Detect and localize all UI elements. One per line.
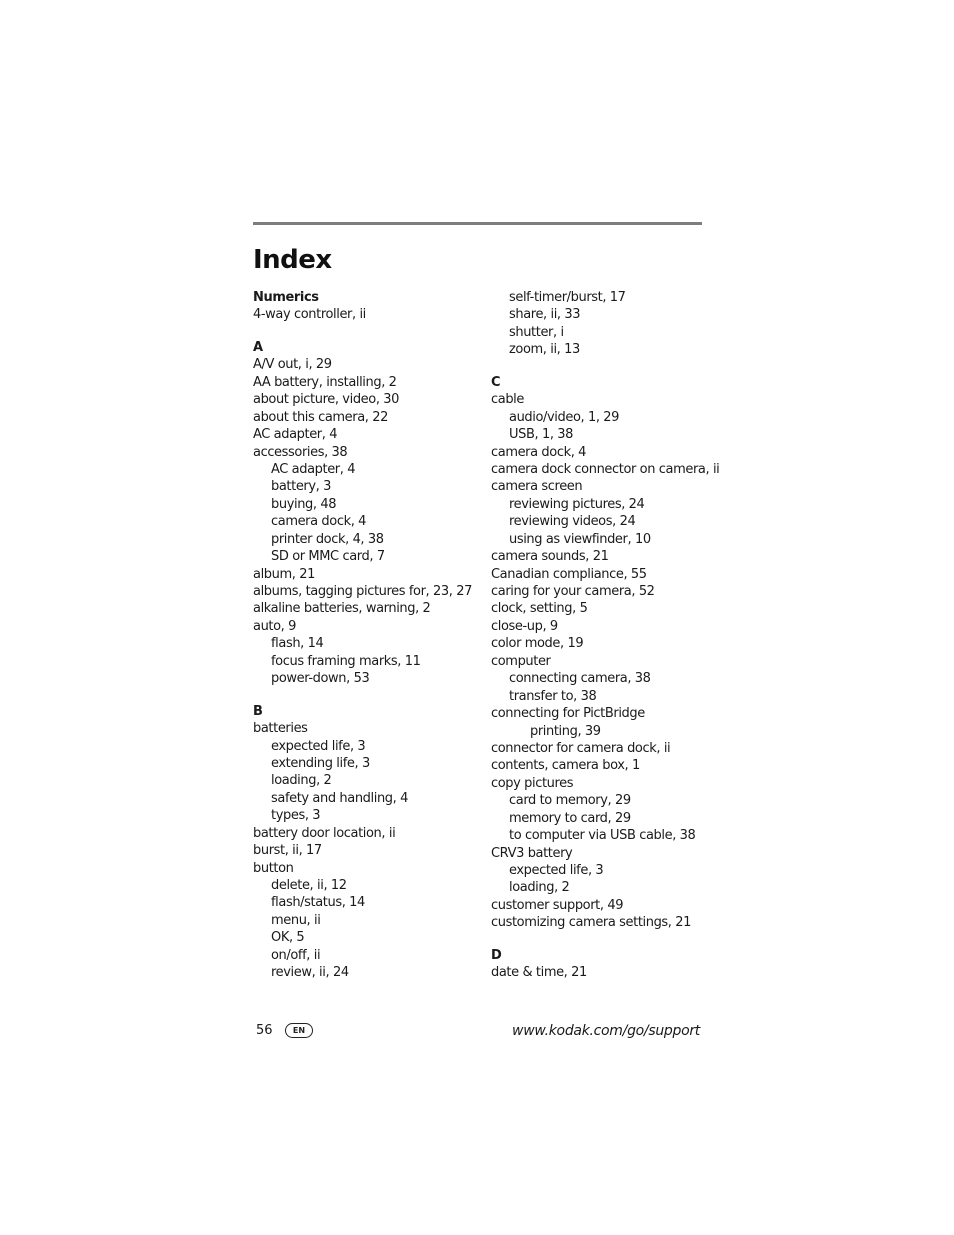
page-number: 56 [256, 1023, 273, 1038]
index-subentry: AC adapter, 4 [271, 461, 356, 477]
index-subentry: delete, ii, 12 [271, 878, 347, 893]
index-subentry: OK, 5 [271, 930, 305, 946]
index-entry: color mode, 19 [491, 636, 584, 652]
index-entry: connector for camera dock, ii [491, 740, 671, 756]
index-entry: AA battery, installing, 2 [253, 374, 397, 390]
index-subentry: extending life, 3 [271, 755, 370, 771]
index-subentry: reviewing pictures, 24 [509, 496, 645, 512]
index-subentry: loading, 2 [271, 773, 332, 789]
index-subentry: shutter, i [509, 324, 564, 340]
index-entry: AC adapter, 4 [253, 427, 338, 443]
index-subentry: flash, 14 [271, 636, 324, 652]
index-subentry: expected life, 3 [509, 863, 604, 878]
index-subentry: to computer via USB cable, 38 [509, 828, 696, 844]
index-entry: accessories, 38 [253, 444, 348, 460]
index-subentry: expected life, 3 [271, 738, 366, 754]
index-entry: battery door location, ii [253, 825, 396, 841]
index-section-heading: C [491, 374, 501, 390]
index-subentry: reviewing videos, 24 [509, 514, 636, 530]
index-entry: 4-way controller, ii [253, 307, 366, 323]
index-subentry: zoom, ii, 13 [509, 342, 580, 358]
index-entry: Canadian compliance, 55 [491, 566, 647, 582]
index-subentry: battery, 3 [271, 479, 331, 495]
index-subentry: safety and handling, 4 [271, 790, 408, 806]
index-entry: button [253, 860, 294, 876]
index-subentry: loading, 2 [509, 880, 570, 896]
index-entry: CRV3 battery [491, 845, 573, 861]
index-subentry: SD or MMC card, 7 [271, 549, 385, 565]
section-spacer [491, 359, 706, 374]
index-subentry: buying, 48 [271, 496, 337, 512]
index-subentry: flash/status, 14 [271, 895, 365, 911]
index-subentry: review, ii, 24 [271, 965, 349, 981]
index-entry: camera dock connector on camera, ii [491, 461, 720, 477]
index-entry: customer support, 49 [491, 897, 624, 913]
index-entry: clock, setting, 5 [491, 601, 588, 617]
index-section-heading: A [253, 339, 263, 355]
page-title: Index [253, 245, 332, 275]
index-subentry: share, ii, 33 [509, 307, 581, 323]
index-entry: about this camera, 22 [253, 409, 388, 425]
index-entry: caring for your camera, 52 [491, 584, 655, 599]
index-section-heading: B [253, 703, 263, 719]
index-entry: album, 21 [253, 566, 315, 582]
index-entry: about picture, video, 30 [253, 392, 400, 408]
index-entry: camera dock, 4 [491, 444, 587, 460]
section-spacer [491, 932, 706, 947]
index-entry: camera sounds, 21 [491, 549, 609, 565]
header-rule [253, 222, 702, 225]
index-subentry: types, 3 [271, 808, 321, 824]
support-url-link[interactable]: www.kodak.com/go/support [512, 1023, 700, 1039]
index-subentry: USB, 1, 38 [509, 427, 574, 443]
index-subentry: focus framing marks, 11 [271, 653, 421, 669]
index-section-heading: Numerics [253, 290, 319, 305]
index-entry: copy pictures [491, 775, 574, 791]
index-entry: computer [491, 653, 551, 669]
index-subentry: menu, ii [271, 912, 321, 928]
index-entry: cable [491, 392, 524, 408]
index-column-right [491, 289, 720, 982]
index-entry: albums, tagging pictures for, 23, 27 [253, 584, 472, 599]
index-subentry: on/off, ii [271, 947, 321, 963]
language-badge: EN [285, 1023, 313, 1038]
index-subentry: printer dock, 4, 38 [271, 531, 384, 547]
index-column-left [253, 289, 485, 982]
index-subentry: using as viewfinder, 10 [509, 531, 651, 547]
index-subentry-continuation: printing, 39 [530, 723, 601, 739]
index-subentry: connecting camera, 38 [509, 671, 651, 687]
index-subentry: card to memory, 29 [509, 793, 631, 809]
index-entry: contents, camera box, 1 [491, 758, 640, 774]
index-entry: A/V out, i, 29 [253, 357, 332, 373]
index-entry: camera screen [491, 479, 583, 495]
index-subentry: self-timer/burst, 17 [509, 290, 626, 305]
section-spacer [253, 324, 485, 339]
index-subentry: audio/video, 1, 29 [509, 409, 620, 425]
index-entry: close-up, 9 [491, 618, 558, 634]
index-subentry: camera dock, 4 [271, 514, 367, 530]
index-section-heading: D [491, 947, 502, 963]
index-entry: batteries [253, 721, 308, 737]
index-entry: alkaline batteries, warning, 2 [253, 601, 431, 617]
index-entry: auto, 9 [253, 618, 296, 634]
index-subentry: transfer to, 38 [509, 688, 597, 704]
index-entry: burst, ii, 17 [253, 843, 322, 859]
index-entry: customizing camera settings, 21 [491, 915, 692, 931]
index-subentry: memory to card, 29 [509, 810, 631, 826]
index-subentry: power-down, 53 [271, 671, 370, 687]
index-entry: connecting for PictBridge [491, 706, 645, 722]
section-spacer [253, 688, 485, 703]
index-entry: date & time, 21 [491, 965, 587, 981]
